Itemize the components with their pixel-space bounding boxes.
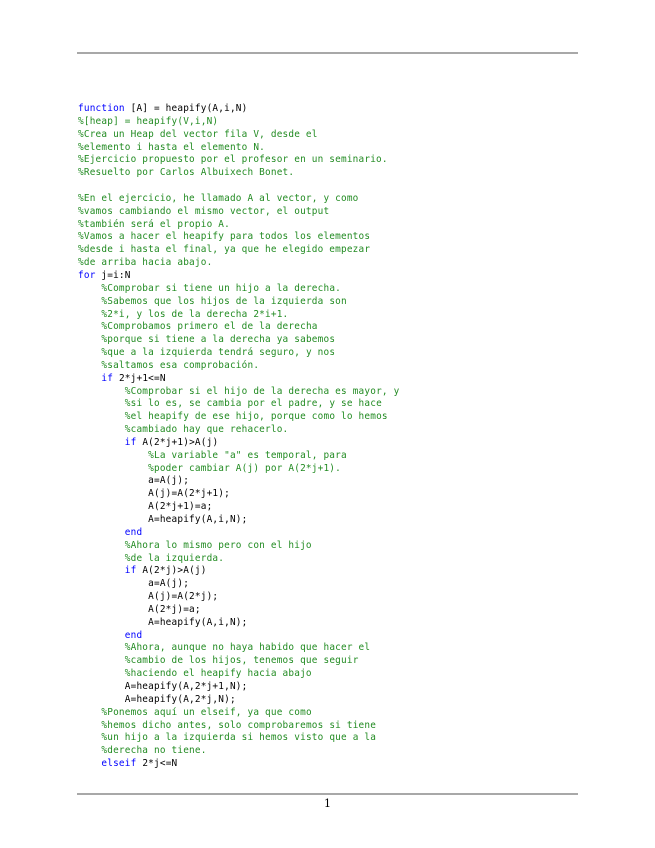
code-comment: %Resuelto por Carlos Albuixech Bonet. — [78, 167, 295, 179]
code-comment: %[heap] = heapify(V,i,N) — [78, 115, 219, 127]
code-line — [78, 296, 399, 309]
code-line — [78, 540, 399, 553]
code-text — [78, 411, 125, 422]
code-comment: %vamos cambiando el mismo vector, el output — [78, 205, 330, 217]
code-line — [78, 206, 399, 219]
code-text — [78, 309, 101, 320]
code-text: 2*j+1<=N — [118, 372, 166, 384]
code-line — [78, 655, 399, 668]
code-keyword: for — [78, 269, 102, 281]
code-line — [78, 720, 399, 733]
code-line — [78, 707, 399, 720]
code-line — [78, 578, 399, 591]
code-text: a=A(j); — [78, 475, 190, 487]
code-line — [78, 270, 399, 283]
code-comment: %saltamos esa comprobación. — [101, 359, 260, 371]
code-text: 2*j<=N — [142, 758, 178, 770]
code-comment: %Ahora, aunque no haya habido que hacer el — [124, 642, 371, 654]
code-text: j=i:N — [101, 269, 131, 281]
code-line — [78, 758, 399, 771]
code-text — [78, 398, 125, 409]
code-line — [78, 475, 399, 488]
code-comment: %Comprobar si tiene un hijo a la derecha. — [101, 282, 342, 294]
footer-rule — [77, 793, 578, 795]
code-line — [78, 321, 399, 334]
code-comment: %también será el propio A. — [78, 218, 230, 230]
code-comment: %cambio de los hijos, tenemos que seguir — [124, 655, 359, 667]
code-text — [78, 758, 101, 769]
code-line — [78, 103, 399, 116]
code-line — [78, 116, 399, 129]
code-line — [78, 193, 399, 206]
header-rule — [77, 52, 578, 54]
code-comment: %2*i, y los de la derecha 2*i+1. — [101, 308, 289, 320]
code-keyword: end — [124, 526, 143, 538]
code-line — [78, 373, 399, 386]
code-comment: %que a la izquierda tendrá seguro, y nos — [101, 347, 336, 359]
code-text — [78, 565, 125, 576]
code-line — [78, 553, 399, 566]
code-text — [78, 720, 101, 731]
code-line — [78, 463, 399, 476]
code-text: [A] = heapify(A,i,N) — [130, 103, 248, 114]
code-text — [78, 732, 101, 743]
code-line — [78, 154, 399, 167]
code-comment: %un hijo a la izquierda si hemos visto que a la — [101, 732, 377, 744]
code-text — [78, 283, 101, 294]
code-line — [78, 630, 399, 643]
code-line — [78, 604, 399, 617]
code-comment: %derecha no tiene. — [101, 745, 207, 757]
code-keyword: elseif — [101, 758, 143, 770]
code-text: A(j)=A(2*j); — [78, 591, 219, 603]
code-text — [78, 347, 101, 358]
code-text: a=A(j); — [78, 578, 190, 590]
code-line — [78, 257, 399, 270]
code-text — [78, 386, 125, 397]
code-comment: %Crea un Heap del vector fila V, desde el — [78, 128, 318, 140]
code-text — [78, 655, 125, 666]
code-keyword: if — [101, 372, 119, 384]
code-line — [78, 231, 399, 244]
code-comment: %En el ejercicio, he llamado A al vector, y como — [78, 192, 359, 204]
code-comment: %La variable "a" es temporal, para — [148, 449, 347, 461]
code-line — [78, 732, 399, 745]
code-line — [78, 642, 399, 655]
code-text — [78, 437, 125, 448]
code-text — [78, 296, 101, 307]
code-line — [78, 424, 399, 437]
code-comment: %Sabemos que los hijos de la izquierda son — [101, 295, 347, 307]
code-comment: %de la izquierda. — [124, 552, 225, 564]
code-comment: %haciendo el heapify hacia abajo — [124, 668, 312, 680]
code-line — [78, 347, 399, 360]
code-text — [78, 707, 101, 718]
code-comment: %cambiado hay que rehacerlo. — [124, 424, 289, 436]
code-text — [78, 373, 101, 384]
page-number: 1 — [324, 797, 331, 810]
code-text: A=heapify(A,2*j+1,N); — [78, 680, 248, 692]
code-comment: %poder cambiar A(j) por A(2*j+1). — [148, 462, 341, 474]
code-comment: %Ahora lo mismo pero con el hijo — [124, 539, 312, 551]
code-text: A(2*j+1)>A(j) — [142, 436, 219, 448]
code-comment: %de arriba hacia abajo. — [78, 257, 213, 269]
code-line — [78, 591, 399, 604]
code-text: A=heapify(A,2*j,N); — [78, 693, 236, 705]
code-keyword: end — [124, 629, 143, 641]
code-line — [78, 334, 399, 347]
code-text: A(2*j)>A(j) — [142, 565, 207, 577]
code-keyword: if — [124, 436, 143, 448]
code-comment: %Vamos a hacer el heapify para todos los elementos — [78, 231, 371, 243]
code-text — [78, 540, 125, 551]
code-comment: %si lo es, se cambia por el padre, y se hace — [124, 398, 382, 410]
code-line — [78, 565, 399, 578]
code-line — [78, 283, 399, 296]
code-line — [78, 386, 399, 399]
code-line — [78, 745, 399, 758]
code-line — [78, 309, 399, 322]
code-text — [78, 630, 125, 641]
code-line — [78, 244, 399, 257]
code-comment: %Comprobar si el hijo de la derecha es mayor, y — [124, 385, 400, 397]
code-comment: %elemento i hasta el elemento N. — [78, 141, 266, 153]
code-text — [78, 321, 101, 332]
code-text — [78, 360, 101, 371]
code-comment: %Ejercicio propuesto por el profesor en un seminario. — [78, 154, 388, 166]
code-text: A=heapify(A,i,N); — [78, 616, 248, 628]
code-keyword: if — [124, 565, 143, 577]
code-comment: %porque si tiene a la derecha ya sabemos — [101, 334, 336, 346]
code-line — [78, 514, 399, 527]
code-comment: %hemos dicho antes, solo comprobaremos si tiene — [101, 719, 377, 731]
code-text: A(j)=A(2*j+1); — [78, 488, 230, 500]
code-keyword: function — [78, 103, 131, 114]
code-line — [78, 617, 399, 630]
code-text — [78, 668, 125, 679]
code-text: A=heapify(A,i,N); — [78, 514, 248, 525]
code-text — [78, 424, 125, 435]
code-line — [78, 142, 399, 155]
code-comment: %Ponemos aquí un elseif, ya que como — [101, 706, 312, 718]
code-line — [78, 681, 399, 694]
code-line — [78, 488, 399, 501]
code-comment: %desde i hasta el final, ya que he elegido empezar — [78, 244, 371, 256]
code-listing — [78, 103, 399, 771]
code-line — [78, 501, 399, 514]
code-line — [78, 167, 399, 180]
code-line — [78, 129, 399, 142]
code-line — [78, 527, 399, 540]
code-comment: %Comprobamos primero el de la derecha — [101, 321, 318, 333]
code-line — [78, 694, 399, 707]
code-text — [78, 334, 101, 345]
code-line — [78, 668, 399, 681]
code-comment: %el heapify de ese hijo, porque como lo hemos — [124, 411, 388, 423]
code-line — [78, 219, 399, 232]
code-line — [78, 411, 399, 424]
code-text — [78, 745, 101, 756]
code-text — [78, 642, 125, 653]
code-text — [78, 527, 125, 538]
code-line — [78, 450, 399, 463]
code-text: A(2*j)=a; — [78, 603, 201, 615]
code-line — [78, 360, 399, 373]
code-line — [78, 398, 399, 411]
code-text — [78, 463, 148, 474]
code-text — [78, 553, 125, 564]
code-line — [78, 437, 399, 450]
code-text — [78, 450, 148, 461]
code-text: A(2*j+1)=a; — [78, 501, 213, 513]
code-line — [78, 180, 399, 193]
